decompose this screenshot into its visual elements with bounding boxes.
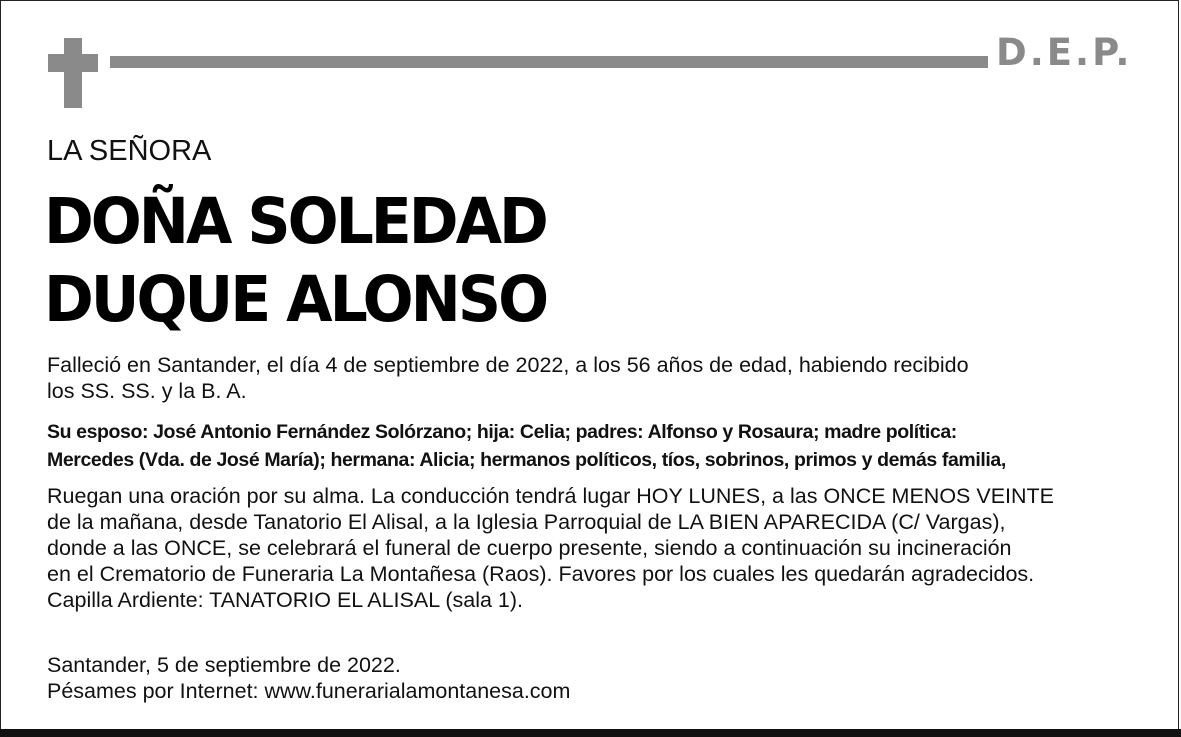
death-notice-paragraph <box>47 352 969 404</box>
service-line: donde a las ONCE, se celebrará el funeral de cuerpo presente, siendo a continuación su incineración <box>47 536 1012 560</box>
service-line: de la mañana, desde Tanatorio El Alisal, a la Iglesia Parroquial de LA BIEN APARECIDA (C/ Vargas), <box>47 510 1006 534</box>
death-notice-line: los SS. SS. y la B. A. <box>47 379 247 403</box>
service-paragraph <box>47 483 1054 613</box>
family-paragraph <box>47 418 1006 474</box>
deceased-prefix: LA SEÑORA <box>47 135 212 167</box>
deceased-name-line2: DUQUE ALONSO <box>44 262 547 337</box>
service-line: Capilla Ardiente: TANATORIO EL ALISAL (sala 1). <box>47 588 524 612</box>
family-line: Su esposo: José Antonio Fernández Solórzano; hija: Celia; padres: Alfonso y Rosaura; madre política: <box>47 421 957 443</box>
family-line: Mercedes (Vda. de José María); hermana: Alicia; hermanos políticos, tíos, sobrinos, primos y demás familia, <box>47 449 1006 471</box>
service-line: en el Crematorio de Funeraria La Montañesa (Raos). Favores por los cuales les quedarán agradecidos. <box>47 562 1035 586</box>
deceased-name-line1: DOÑA SOLEDAD <box>44 184 546 259</box>
death-notice-line: Falleció en Santander, el día 4 de septiembre de 2022, a los 56 años de edad, habiendo recibido <box>47 353 969 377</box>
dep-label: D.E.P. <box>996 31 1133 74</box>
cross-icon-bar <box>48 54 98 72</box>
bottom-border <box>0 729 1181 737</box>
service-line: Ruegan una oración por su alma. La conducción tendrá lugar HOY LUNES, a las ONCE MENOS VEINTE <box>47 484 1055 508</box>
cross-icon <box>64 38 82 108</box>
footer-date: Santander, 5 de septiembre de 2022. <box>47 653 401 677</box>
header-rule <box>110 56 988 68</box>
footer-paragraph <box>47 652 570 704</box>
footer-condolences: Pésames por Internet: www.funerarialamontanesa.com <box>47 679 571 703</box>
